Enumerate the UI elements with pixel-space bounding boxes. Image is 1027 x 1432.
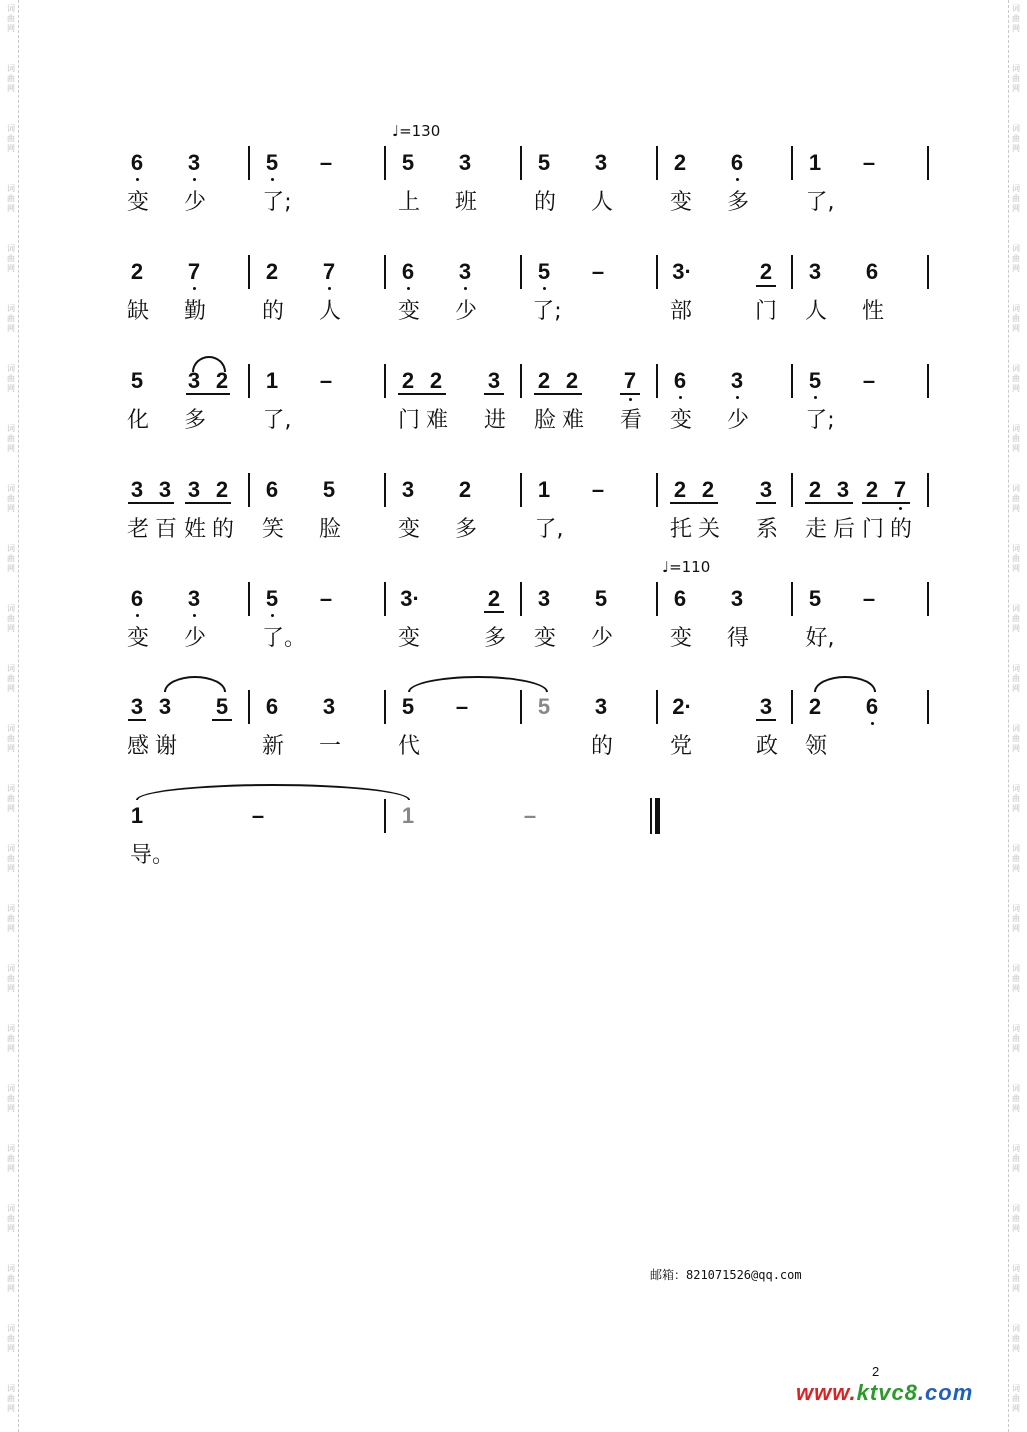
slur: [192, 356, 226, 372]
note: 6: [130, 586, 144, 611]
note: 3: [594, 150, 608, 175]
barline: [927, 146, 929, 180]
underline-beam: [670, 502, 718, 504]
margin-watermark-text: 词 曲 网: [1012, 1324, 1020, 1353]
underline-beam: [805, 502, 853, 504]
note: 3: [401, 477, 415, 502]
barline: [656, 690, 658, 724]
lyric: 变: [669, 408, 692, 433]
underline-beam: [212, 719, 232, 721]
underline-beam: [484, 611, 504, 613]
note: 2: [401, 368, 415, 393]
underline-beam: [484, 393, 504, 395]
note: –: [319, 586, 333, 611]
underline-beam: [185, 502, 231, 504]
barline: [248, 146, 250, 180]
lyric: 了;: [532, 299, 562, 324]
margin-watermark-text: 词 曲 网: [1012, 544, 1020, 573]
low-octave-dot: [136, 614, 139, 617]
low-octave-dot: [464, 287, 467, 290]
low-octave-dot: [271, 178, 274, 181]
site-logo-www: www.: [796, 1380, 857, 1405]
lyric: 百: [154, 517, 177, 542]
lyric: 多: [454, 517, 477, 542]
underline-beam: [756, 719, 776, 721]
lyric: 政: [755, 734, 778, 759]
note: 2: [808, 694, 822, 719]
note: 1: [265, 368, 279, 393]
tie: [408, 676, 548, 692]
note: 3: [158, 477, 172, 502]
underline-beam: [128, 719, 146, 721]
margin-watermark-text: 词 曲 网: [1012, 844, 1020, 873]
note: 6: [673, 586, 687, 611]
low-octave-dot: [543, 287, 546, 290]
lyric: 了;: [262, 190, 292, 215]
lyric: 姓: [183, 517, 206, 542]
lyric: 代: [397, 734, 420, 759]
barline: [791, 255, 793, 289]
note: 2: [701, 477, 715, 502]
lyric: 笑: [261, 517, 284, 542]
underline-beam: [620, 393, 640, 395]
barline: [927, 582, 929, 616]
barline: [791, 364, 793, 398]
lyric: 缺: [126, 299, 149, 324]
margin-watermark-text: 词 曲 网: [7, 1084, 15, 1113]
lyric: 化: [126, 408, 149, 433]
underline-beam: [398, 393, 446, 395]
low-octave-dot: [871, 722, 874, 725]
margin-watermark-text: 词 曲 网: [7, 604, 15, 633]
lyric: 变: [397, 517, 420, 542]
note: 3: [730, 586, 744, 611]
margin-watermark-text: 词 曲 网: [7, 664, 15, 693]
barline: [656, 364, 658, 398]
lyric: 得: [726, 626, 749, 651]
note: 2: [865, 477, 879, 502]
margin-watermark-text: 词 曲 网: [1012, 484, 1020, 513]
margin-watermark-text: 词 曲 网: [7, 364, 15, 393]
margin-watermark-text: 词 曲 网: [7, 964, 15, 993]
note: 7: [893, 477, 907, 502]
lyric: 看: [619, 408, 642, 433]
note: 3: [130, 694, 144, 719]
note: 3·: [672, 259, 692, 284]
note: 1: [537, 477, 551, 502]
lyric: 难: [425, 408, 448, 433]
lyric: 一: [318, 734, 341, 759]
note: 6: [130, 150, 144, 175]
barline: [927, 690, 929, 724]
note: –: [455, 694, 469, 719]
lyric: 新: [261, 734, 284, 759]
lyric: 勤: [183, 299, 206, 324]
lyric: 变: [397, 626, 420, 651]
final-barline-thin: [650, 798, 652, 834]
note: –: [862, 150, 876, 175]
tied-note: 5: [537, 694, 551, 719]
margin-watermark-text: 词 曲 网: [1012, 1024, 1020, 1053]
lyric: 多: [183, 408, 206, 433]
margin-watermark-text: 词 曲 网: [7, 544, 15, 573]
lyric: 好,: [805, 626, 835, 651]
note: 1: [130, 803, 144, 828]
low-octave-dot: [271, 614, 274, 617]
note: –: [319, 368, 333, 393]
underline-beam: [534, 393, 582, 395]
barline: [520, 255, 522, 289]
lyric: 后: [832, 517, 855, 542]
margin-watermark-text: 词 曲 网: [7, 844, 15, 873]
note: 5: [401, 150, 415, 175]
lyric: 感: [126, 734, 149, 759]
tied-note: 1: [401, 803, 415, 828]
underline-beam: [756, 502, 776, 504]
note: 3: [458, 259, 472, 284]
margin-watermark-text: 词 曲 网: [7, 1024, 15, 1053]
margin-watermark-text: 词 曲 网: [1012, 784, 1020, 813]
note: 5: [215, 694, 229, 719]
note: –: [862, 586, 876, 611]
margin-watermark-text: 词 曲 网: [1012, 724, 1020, 753]
margin-watermark-text: 词 曲 网: [1012, 124, 1020, 153]
low-octave-dot: [629, 398, 632, 401]
margin-watermark-text: 词 曲 网: [7, 124, 15, 153]
note: –: [319, 150, 333, 175]
lyric: 变: [533, 626, 556, 651]
margin-watermark-text: 词 曲 网: [7, 1384, 15, 1413]
margin-watermark-text: 词 曲 网: [1012, 1144, 1020, 1173]
margin-watermark-text: 词 曲 网: [1012, 184, 1020, 213]
note: –: [591, 259, 605, 284]
tempo-mark-130: ♩=130: [392, 122, 441, 140]
barline: [520, 146, 522, 180]
margin-watermark-text: 词 曲 网: [7, 1264, 15, 1293]
margin-watermark-text: 词 曲 网: [7, 244, 15, 273]
lyric: 人: [590, 190, 613, 215]
margin-watermark-text: 词 曲 网: [7, 184, 15, 213]
lyric: 变: [126, 190, 149, 215]
note: 6: [865, 259, 879, 284]
lyric: 的: [211, 517, 234, 542]
margin-watermark-text: 词 曲 网: [7, 64, 15, 93]
barline: [384, 799, 386, 833]
underline-beam: [128, 502, 174, 504]
note: 6: [401, 259, 415, 284]
barline: [791, 690, 793, 724]
note: 3: [759, 694, 773, 719]
note: 5: [537, 150, 551, 175]
note: 2: [537, 368, 551, 393]
lyric: 的: [889, 517, 912, 542]
margin-watermark-text: 词 曲 网: [1012, 244, 1020, 273]
low-octave-dot: [328, 287, 331, 290]
margin-watermark-text: 词 曲 网: [7, 784, 15, 813]
barline: [791, 473, 793, 507]
barline: [248, 582, 250, 616]
note: 3: [458, 150, 472, 175]
lyric: 脸: [533, 408, 556, 433]
barline: [248, 364, 250, 398]
margin-watermark-text: 词 曲 网: [1012, 4, 1020, 33]
note: 2: [808, 477, 822, 502]
slur: [164, 676, 226, 692]
margin-watermark-text: 词 曲 网: [7, 1324, 15, 1353]
note: 3: [808, 259, 822, 284]
barline: [248, 255, 250, 289]
margin-watermark-text: 词 曲 网: [1012, 1264, 1020, 1293]
lyric: 变: [669, 190, 692, 215]
lyric: 多: [726, 190, 749, 215]
note: 3: [730, 368, 744, 393]
low-octave-dot: [899, 507, 902, 510]
note: –: [862, 368, 876, 393]
note: 1: [808, 150, 822, 175]
note: 2: [565, 368, 579, 393]
lyric: 人: [804, 299, 827, 324]
note: –: [591, 477, 605, 502]
barline: [656, 473, 658, 507]
note: 2: [265, 259, 279, 284]
note: 2: [487, 586, 501, 611]
note: 7: [623, 368, 637, 393]
final-barline-thick: [655, 798, 660, 834]
low-octave-dot: [193, 178, 196, 181]
tempo-mark-110: ♩=110: [662, 558, 711, 576]
margin-watermark-text: 词 曲 网: [1012, 64, 1020, 93]
barline: [248, 690, 250, 724]
note: 7: [322, 259, 336, 284]
low-octave-dot: [736, 396, 739, 399]
barline: [927, 364, 929, 398]
lyric: 少: [183, 190, 206, 215]
barline: [927, 255, 929, 289]
note: 5: [537, 259, 551, 284]
margin-watermark-text: 词 曲 网: [7, 724, 15, 753]
low-octave-dot: [736, 178, 739, 181]
note: 2: [429, 368, 443, 393]
low-octave-dot: [407, 287, 410, 290]
site-logo-name: ktvc8: [856, 1380, 918, 1405]
lyric: 谢: [154, 734, 177, 759]
barline: [384, 582, 386, 616]
barline: [927, 473, 929, 507]
lyric: 系: [755, 517, 778, 542]
barline: [384, 473, 386, 507]
note: 5: [808, 368, 822, 393]
barline: [520, 473, 522, 507]
barline: [384, 364, 386, 398]
margin-watermark-text: 词 曲 网: [1012, 364, 1020, 393]
barline: [520, 690, 522, 724]
page-number: 2: [872, 1364, 880, 1379]
lyric: 人: [318, 299, 341, 324]
tie: [136, 784, 410, 800]
lyric: 的: [590, 734, 613, 759]
barline: [384, 690, 386, 724]
footer-email: 邮箱：821071526@qq.com: [650, 1268, 802, 1282]
lyric: 的: [533, 190, 556, 215]
lyric: 少: [454, 299, 477, 324]
low-octave-dot: [136, 178, 139, 181]
note: 2: [759, 259, 773, 284]
lyric: 门: [861, 517, 884, 542]
margin-watermark-text: 词 曲 网: [1012, 304, 1020, 333]
margin-watermark-text: 词 曲 网: [7, 304, 15, 333]
note: 5: [594, 586, 608, 611]
lyric: 变: [397, 299, 420, 324]
lyric: 进: [483, 408, 506, 433]
lyric: 变: [669, 626, 692, 651]
underline-beam: [862, 502, 910, 504]
lyric: 走: [804, 517, 827, 542]
note: 2: [673, 150, 687, 175]
barline: [656, 582, 658, 616]
underline-beam: [756, 285, 776, 287]
lyric: 多: [483, 626, 506, 651]
margin-watermark-text: 词 曲 网: [1012, 904, 1020, 933]
margin-watermark-text: 词 曲 网: [1012, 664, 1020, 693]
note: 3: [836, 477, 850, 502]
lyric: 老: [126, 517, 149, 542]
low-octave-dot: [814, 396, 817, 399]
barline: [520, 364, 522, 398]
margin-watermark-text: 词 曲 网: [7, 424, 15, 453]
note: 2: [215, 477, 229, 502]
lyric: 少: [183, 626, 206, 651]
lyric: 脸: [318, 517, 341, 542]
lyric: 部: [669, 299, 692, 324]
note: 3: [187, 477, 201, 502]
note: 6: [865, 694, 879, 719]
low-octave-dot: [193, 287, 196, 290]
note: 3: [322, 694, 336, 719]
slur: [814, 676, 876, 692]
underline-beam: [186, 393, 230, 395]
lyric: 门: [397, 408, 420, 433]
note: 3: [187, 150, 201, 175]
note: 2: [215, 368, 229, 393]
note: 3: [187, 586, 201, 611]
lyric: 性: [861, 299, 884, 324]
note: 3: [537, 586, 551, 611]
note: –: [523, 803, 537, 828]
note: –: [251, 803, 265, 828]
lyric: 关: [697, 517, 720, 542]
barline: [656, 146, 658, 180]
lyric: 少: [590, 626, 613, 651]
lyric: 导。: [130, 843, 175, 868]
note: 2: [673, 477, 687, 502]
site-logo-tld: .com: [917, 1380, 974, 1405]
margin-watermark-text: 词 曲 网: [7, 4, 15, 33]
low-octave-dot: [193, 614, 196, 617]
note: 5: [130, 368, 144, 393]
barline: [384, 146, 386, 180]
note: 2: [130, 259, 144, 284]
margin-watermark-text: 词 曲 网: [7, 1144, 15, 1173]
lyric: 党: [669, 734, 692, 759]
note: 3: [130, 477, 144, 502]
lyric: 了,: [534, 517, 564, 542]
note: 6: [730, 150, 744, 175]
lyric: 上: [397, 190, 420, 215]
lyric: 门: [754, 299, 777, 324]
lyric: 变: [126, 626, 149, 651]
note: 3·: [400, 586, 420, 611]
note: 7: [187, 259, 201, 284]
note: 6: [265, 694, 279, 719]
margin-watermark-text: 词 曲 网: [1012, 1384, 1020, 1413]
note: 6: [673, 368, 687, 393]
note: 3: [487, 368, 501, 393]
site-logo: [796, 1380, 973, 1406]
lyric: 了;: [805, 408, 835, 433]
note: 5: [401, 694, 415, 719]
note: 5: [808, 586, 822, 611]
margin-watermark-text: 词 曲 网: [1012, 424, 1020, 453]
lyric: 难: [561, 408, 584, 433]
low-octave-dot: [679, 396, 682, 399]
note: 3: [594, 694, 608, 719]
note: 5: [322, 477, 336, 502]
note: 6: [265, 477, 279, 502]
lyric: 了。: [262, 626, 307, 651]
lyric: 了,: [262, 408, 292, 433]
barline: [384, 255, 386, 289]
lyric: 领: [804, 734, 827, 759]
note: 3: [158, 694, 172, 719]
lyric: 少: [726, 408, 749, 433]
note: 2: [458, 477, 472, 502]
margin-watermark-text: 词 曲 网: [1012, 1204, 1020, 1233]
barline: [791, 146, 793, 180]
barline: [248, 473, 250, 507]
note: 5: [265, 586, 279, 611]
note: 3: [187, 368, 201, 393]
barline: [520, 582, 522, 616]
note: 5: [265, 150, 279, 175]
margin-watermark-text: 词 曲 网: [1012, 604, 1020, 633]
margin-watermark-text: 词 曲 网: [7, 904, 15, 933]
note: 2·: [672, 694, 692, 719]
barline: [656, 255, 658, 289]
lyric: 了,: [805, 190, 835, 215]
lyric: 托: [669, 517, 692, 542]
note: 3: [759, 477, 773, 502]
margin-watermark-text: 词 曲 网: [7, 484, 15, 513]
margin-watermark-text: 词 曲 网: [1012, 1084, 1020, 1113]
barline: [791, 582, 793, 616]
lyric: 的: [261, 299, 284, 324]
margin-watermark-text: 词 曲 网: [1012, 964, 1020, 993]
margin-watermark-text: 词 曲 网: [7, 1204, 15, 1233]
lyric: 班: [454, 190, 477, 215]
